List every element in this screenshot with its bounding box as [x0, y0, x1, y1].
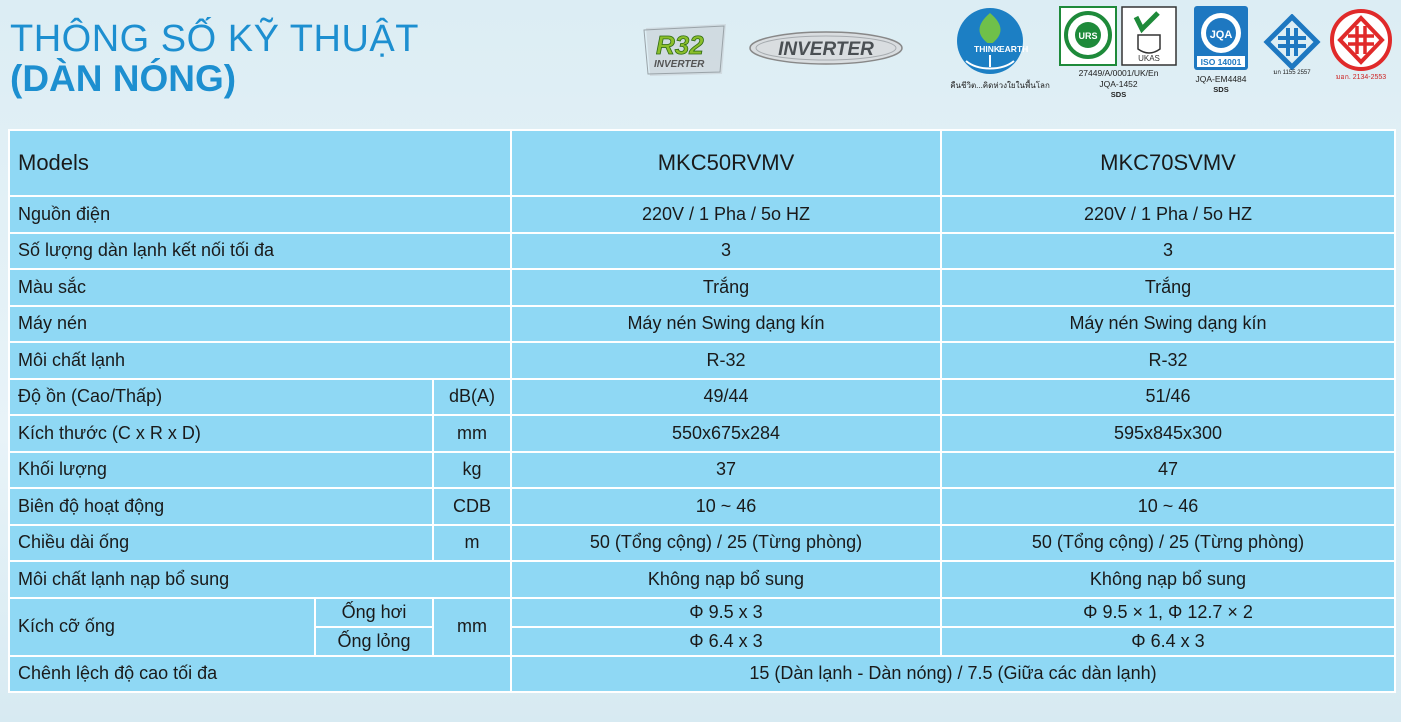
table-row — [9, 233, 1395, 270]
row-value-model-1: 3 — [511, 233, 941, 270]
row-value-model-1: 10 ~ 46 — [511, 488, 941, 525]
row-value-model-2: 3 — [941, 233, 1395, 270]
jqa-caption-1: JQA-EM4484 — [1195, 74, 1247, 84]
row-value-model-2: 47 — [941, 452, 1395, 489]
table-row — [9, 656, 1395, 693]
row-value-model-1: R-32 — [511, 342, 941, 379]
row-value-model-1: 37 — [511, 452, 941, 489]
row-label: Máy nén — [9, 306, 511, 343]
pipe-size-label: Kích cỡ ống — [9, 598, 315, 656]
think-logo-text1: THINK — [974, 44, 1000, 54]
think-logo-text2: EARTH — [999, 44, 1029, 54]
model-2-name: MKC70SVMV — [941, 130, 1395, 196]
certification-logos — [0, 0, 1401, 125]
row-value-model-2: 595x845x300 — [941, 415, 1395, 452]
height-diff-value: 15 (Dàn lạnh - Dàn nóng) / 7.5 (Giữa các dàn lạnh) — [511, 656, 1395, 693]
row-label: Màu sắc — [9, 269, 511, 306]
table-header-row — [9, 130, 1395, 196]
tis2-caption: มอก. 2134-2553 — [1335, 74, 1387, 81]
row-label: Độ ồn (Cao/Thấp) — [9, 379, 433, 416]
r32-logo-text: R32 — [656, 30, 704, 60]
table-row — [9, 269, 1395, 306]
table-row — [9, 452, 1395, 489]
pipe-gas-label: Ống hơi — [315, 598, 433, 627]
inverter-logo-text: INVERTER — [778, 39, 874, 60]
spec-table — [8, 129, 1396, 693]
row-label: Chiều dài ống — [9, 525, 433, 562]
ukas-caption-3: SDS — [1110, 90, 1127, 99]
ukas-certification-logo — [1056, 5, 1181, 105]
row-value-model-2: Máy nén Swing dạng kín — [941, 306, 1395, 343]
row-label: Số lượng dàn lạnh kết nối tối đa — [9, 233, 511, 270]
tis-standard-logo-blue — [1262, 14, 1322, 84]
pipe-gas-model-2: Φ 9.5 × 1, Φ 12.7 × 2 — [941, 598, 1395, 627]
page-title-line1: THÔNG SỐ KỸ THUẬT — [10, 18, 419, 60]
pipe-unit: mm — [433, 598, 511, 656]
row-value-model-1: Máy nén Swing dạng kín — [511, 306, 941, 343]
pipe-liquid-label: Ống lỏng — [315, 627, 433, 656]
row-value-model-1: 550x675x284 — [511, 415, 941, 452]
row-value-model-1: 49/44 — [511, 379, 941, 416]
table-row — [9, 525, 1395, 562]
table-row — [9, 196, 1395, 233]
table-row — [9, 415, 1395, 452]
row-label: Nguồn điện — [9, 196, 511, 233]
row-value-model-1: 50 (Tổng cộng) / 25 (Từng phòng) — [511, 525, 941, 562]
row-value-model-2: R-32 — [941, 342, 1395, 379]
pipe-liquid-model-2: Φ 6.4 x 3 — [941, 627, 1395, 656]
table-row — [9, 379, 1395, 416]
table-row-pipe-gas — [9, 598, 1395, 627]
think-earth-logo — [950, 5, 1050, 95]
table-row — [9, 488, 1395, 525]
svg-text:UKAS: UKAS — [1138, 54, 1160, 63]
ukas-caption-1: 27449/A/0001/UK/En — [1078, 68, 1159, 78]
table-row — [9, 306, 1395, 343]
svg-text:URS: URS — [1078, 31, 1098, 41]
row-value-model-2: Trắng — [941, 269, 1395, 306]
row-value-model-2: 10 ~ 46 — [941, 488, 1395, 525]
row-value-model-2: Không nạp bổ sung — [941, 561, 1395, 598]
row-label: Khối lượng — [9, 452, 433, 489]
row-unit: mm — [433, 415, 511, 452]
row-label: Biên độ hoạt động — [9, 488, 433, 525]
row-label: Kích thước (C x R x D) — [9, 415, 433, 452]
jqa-caption-2: SDS — [1213, 85, 1229, 94]
r32-inverter-logo — [640, 20, 732, 78]
jqa-logo-text: JQA — [1209, 29, 1233, 41]
height-diff-label: Chênh lệch độ cao tối đa — [9, 656, 511, 693]
row-value-model-2: 50 (Tổng cộng) / 25 (Từng phòng) — [941, 525, 1395, 562]
r32-logo-subtext: INVERTER — [654, 59, 705, 70]
jqa-iso-logo — [1186, 5, 1256, 97]
row-value-model-2: 51/46 — [941, 379, 1395, 416]
tis1-caption: มก 1155 2557 — [1273, 70, 1311, 76]
think-earth-caption: คืนชีวิต...คิดห่วงใยในพื้นโลก — [950, 81, 1050, 90]
row-unit: kg — [433, 452, 511, 489]
pipe-liquid-model-1: Φ 6.4 x 3 — [511, 627, 941, 656]
inverter-logo — [748, 30, 904, 66]
row-value-model-1: Không nạp bổ sung — [511, 561, 941, 598]
table-row — [9, 342, 1395, 379]
table-row — [9, 561, 1395, 598]
models-label: Models — [9, 130, 511, 196]
row-label: Môi chất lạnh nạp bổ sung — [9, 561, 511, 598]
row-unit: m — [433, 525, 511, 562]
tis-standard-logo-red — [1326, 8, 1396, 88]
row-unit: dB(A) — [433, 379, 511, 416]
row-value-model-1: 220V / 1 Pha / 5o HZ — [511, 196, 941, 233]
row-value-model-2: 220V / 1 Pha / 5o HZ — [941, 196, 1395, 233]
row-unit: CDB — [433, 488, 511, 525]
row-value-model-1: Trắng — [511, 269, 941, 306]
jqa-iso-text: ISO 14001 — [1200, 57, 1242, 67]
model-1-name: MKC50RVMV — [511, 130, 941, 196]
page-title-line2: (DÀN NÓNG) — [10, 57, 237, 99]
pipe-gas-model-1: Φ 9.5 x 3 — [511, 598, 941, 627]
ukas-caption-2: JQA-1452 — [1099, 79, 1138, 89]
row-label: Môi chất lạnh — [9, 342, 511, 379]
